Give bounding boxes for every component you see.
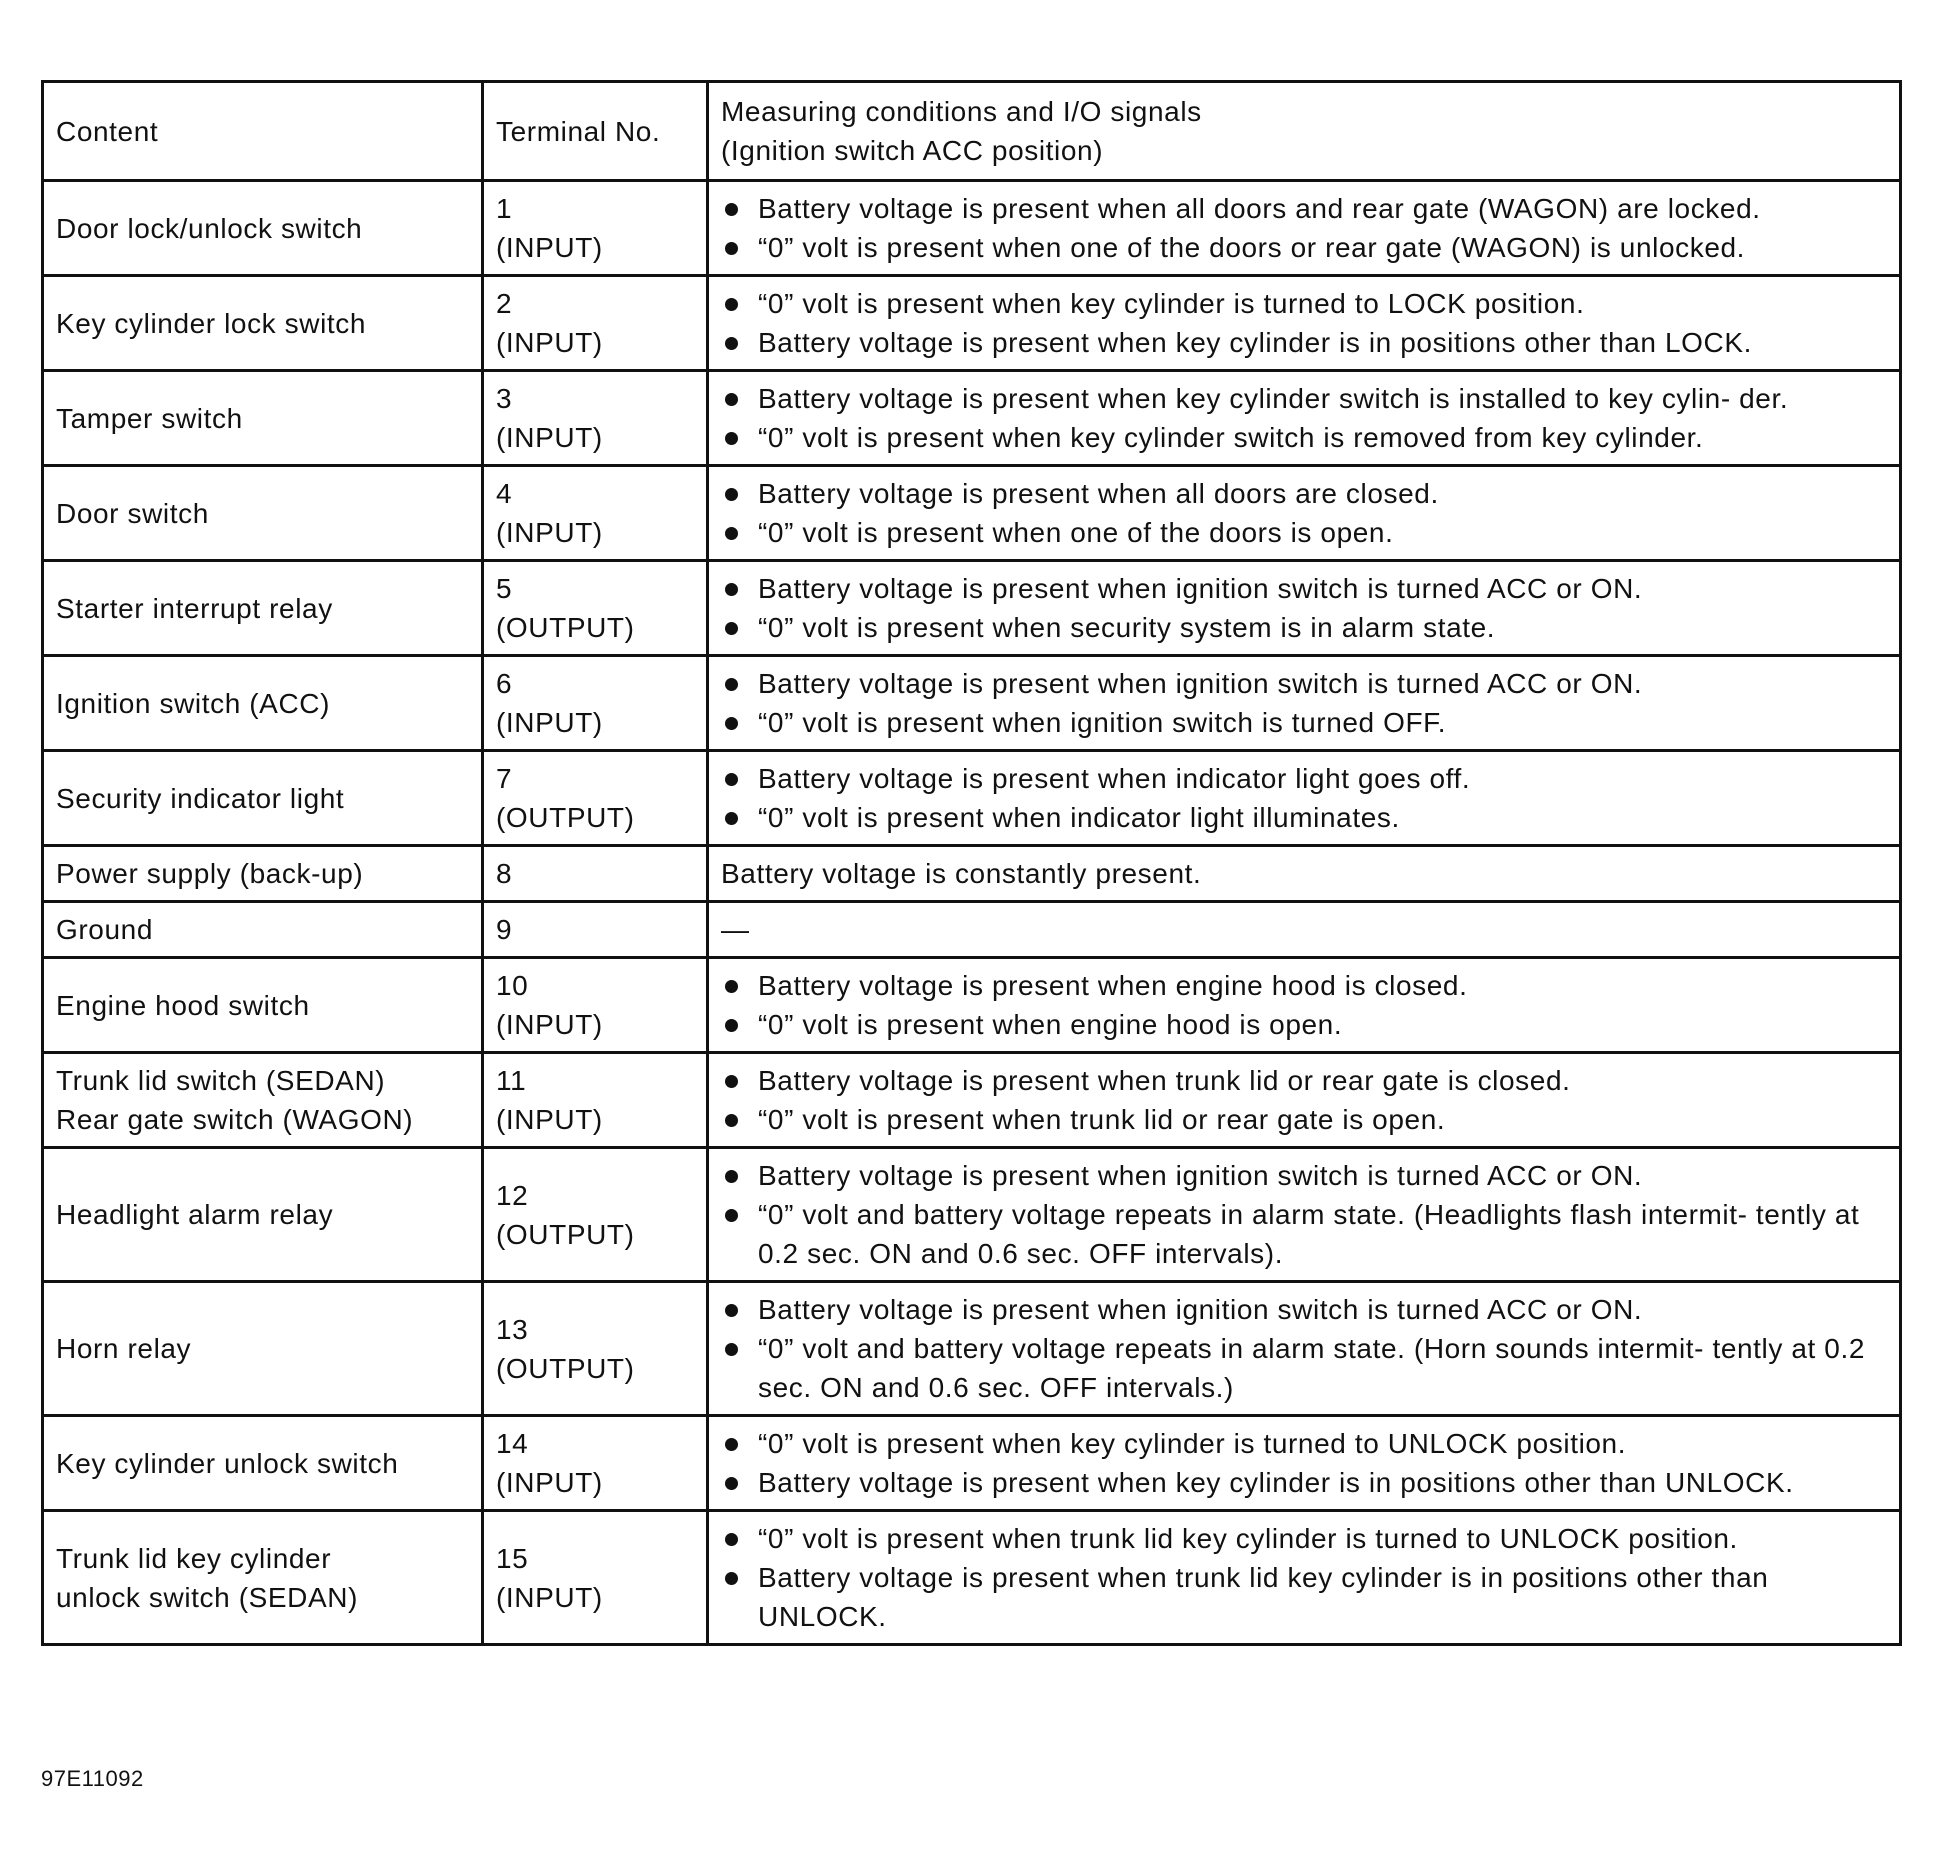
terminal-cell	[483, 466, 708, 561]
condition-item	[721, 1156, 1887, 1195]
content-text: Door switch	[56, 497, 209, 529]
content-text: Rear gate switch (WAGON)	[56, 1104, 414, 1135]
terminal-number: 5	[496, 573, 513, 604]
condition-text: “0” volt is present when one of the doors or rear gate (WAGON) is unlocked.	[758, 232, 1746, 263]
bullet-icon	[725, 980, 738, 993]
terminal-cell	[483, 958, 708, 1053]
bullet-icon	[725, 203, 738, 216]
table-row	[43, 561, 1901, 656]
content-text: Key cylinder lock switch	[56, 307, 367, 339]
content-cell	[43, 181, 483, 276]
bullet-icon	[725, 337, 738, 350]
terminal-cell	[483, 276, 708, 371]
content-text: Trunk lid switch (SEDAN)	[56, 1065, 386, 1096]
condition-item	[721, 1061, 1887, 1100]
bullet-icon	[725, 527, 738, 540]
condition-item	[721, 1195, 1887, 1273]
terminal-cell	[483, 181, 708, 276]
bullet-icon	[725, 773, 738, 786]
conditions-cell	[708, 371, 1901, 466]
terminal-io-type: (INPUT)	[496, 232, 603, 263]
content-cell	[43, 846, 483, 902]
table-row	[43, 181, 1901, 276]
content-cell	[43, 1053, 483, 1148]
condition-item	[721, 189, 1887, 228]
content-cell	[43, 958, 483, 1053]
conditions-cell	[708, 846, 1901, 902]
condition-item	[721, 284, 1887, 323]
header-conditions-line2: (Ignition switch ACC position)	[721, 135, 1104, 166]
bullet-icon	[725, 1114, 738, 1127]
table-row	[43, 656, 1901, 751]
terminal-number: 1	[496, 193, 513, 224]
terminal-io-type: (OUTPUT)	[496, 1218, 635, 1250]
condition-item	[721, 1519, 1887, 1558]
content-text: Power supply (back-up)	[56, 858, 364, 889]
header-content: Content	[43, 82, 483, 181]
table-row	[43, 1282, 1901, 1416]
bullet-icon	[725, 678, 738, 691]
terminal-cell	[483, 561, 708, 656]
condition-item	[721, 1100, 1887, 1139]
table-row	[43, 371, 1901, 466]
conditions-cell	[708, 181, 1901, 276]
header-conditions-line1: Measuring conditions and I/O signals	[721, 96, 1202, 127]
condition-text: Battery voltage is present when indicator light goes off.	[758, 763, 1471, 794]
content-cell	[43, 371, 483, 466]
table-row	[43, 1416, 1901, 1511]
terminal-cell	[483, 1148, 708, 1282]
condition-text: “0” volt is present when security system is in alarm state.	[758, 612, 1496, 643]
terminal-io-type: (INPUT)	[496, 1104, 603, 1135]
condition-text: Battery voltage is present when key cylinder is in positions other than LOCK.	[758, 327, 1753, 358]
content-text: Ground	[56, 914, 153, 945]
condition-text: Battery voltage is present when ignition switch is turned ACC or ON.	[758, 573, 1643, 604]
bullet-icon	[725, 1343, 738, 1356]
content-text: Trunk lid key cylinder	[56, 1542, 332, 1574]
header-terminal: Terminal No.	[483, 82, 708, 181]
condition-item	[721, 1329, 1887, 1407]
content-cell	[43, 656, 483, 751]
condition-text: “0” volt is present when key cylinder is turned to LOCK position.	[758, 288, 1585, 319]
terminal-cell	[483, 1053, 708, 1148]
condition-text: “0” volt is present when key cylinder switch is removed from key cylinder.	[758, 422, 1704, 453]
terminal-number: 6	[496, 668, 513, 699]
terminal-io-type: (INPUT)	[496, 517, 603, 548]
condition-item	[721, 379, 1887, 418]
condition-text: Battery voltage is present when ignition switch is turned ACC or ON.	[758, 1294, 1643, 1325]
table-row	[43, 1148, 1901, 1282]
bullet-icon	[725, 622, 738, 635]
condition-text: Battery voltage is present when trunk lid or rear gate is closed.	[758, 1065, 1571, 1096]
content-cell	[43, 902, 483, 958]
content-text: Door lock/unlock switch	[56, 212, 363, 244]
condition-item	[721, 1463, 1887, 1502]
bullet-icon	[725, 1019, 738, 1032]
conditions-cell	[708, 1282, 1901, 1416]
condition-item	[721, 798, 1887, 837]
condition-text: Battery voltage is present when ignition switch is turned ACC or ON.	[758, 668, 1643, 699]
bullet-icon	[725, 298, 738, 311]
conditions-cell	[708, 1416, 1901, 1511]
terminal-number: 4	[496, 478, 513, 509]
terminal-io-type: (INPUT)	[496, 1581, 603, 1613]
condition-item	[721, 418, 1887, 457]
terminal-number: 11	[496, 1065, 527, 1096]
content-cell	[43, 561, 483, 656]
condition-item	[721, 759, 1887, 798]
condition-text: Battery voltage is present when key cylinder switch is installed to key cylin- der.	[758, 383, 1789, 414]
terminal-number: 2	[496, 288, 513, 319]
bullet-icon	[725, 432, 738, 445]
condition-text: Battery voltage is present when all doors and rear gate (WAGON) are locked.	[758, 193, 1761, 224]
empty-dash: —	[721, 914, 750, 945]
conditions-cell	[708, 276, 1901, 371]
conditions-cell	[708, 1148, 1901, 1282]
bullet-icon	[725, 1572, 738, 1585]
header-conditions	[708, 82, 1901, 181]
conditions-cell	[708, 751, 1901, 846]
condition-text: “0” volt and battery voltage repeats in alarm state. (Headlights flash intermit- tently at 0.2 sec. ON and 0.6 sec. OFF intervals).	[758, 1199, 1860, 1269]
condition-item	[721, 228, 1887, 267]
content-cell	[43, 1511, 483, 1645]
condition-text: “0” volt and battery voltage repeats in alarm state. (Horn sounds intermit- tently at 0.2 sec. ON and 0.6 sec. OFF intervals.)	[758, 1333, 1866, 1403]
condition-item	[721, 1290, 1887, 1329]
conditions-cell	[708, 656, 1901, 751]
condition-text: Battery voltage is present when all doors are closed.	[758, 478, 1439, 509]
terminal-number: 8	[496, 858, 513, 889]
conditions-cell	[708, 1511, 1901, 1645]
table-row	[43, 276, 1901, 371]
table-row	[43, 846, 1901, 902]
condition-item	[721, 1424, 1887, 1463]
terminal-io-type: (INPUT)	[496, 707, 603, 738]
condition-text: “0” volt is present when ignition switch is turned OFF.	[758, 707, 1447, 738]
condition-item	[721, 569, 1887, 608]
terminal-number: 15	[496, 1542, 529, 1574]
bullet-icon	[725, 1304, 738, 1317]
bullet-icon	[725, 242, 738, 255]
condition-item	[721, 703, 1887, 742]
terminal-io-type: (INPUT)	[496, 327, 603, 358]
condition-item	[721, 1005, 1887, 1044]
condition-item	[721, 474, 1887, 513]
content-text: Key cylinder unlock switch	[56, 1447, 399, 1479]
content-text: unlock switch (SEDAN)	[56, 1581, 359, 1613]
conditions-cell	[708, 466, 1901, 561]
table-row	[43, 466, 1901, 561]
condition-text: “0” volt is present when one of the doors is open.	[758, 517, 1394, 548]
terminal-io-type: (OUTPUT)	[496, 802, 635, 833]
content-text: Tamper switch	[56, 402, 243, 434]
figure-id: 97E11092	[41, 1766, 144, 1791]
condition-item	[721, 1558, 1887, 1636]
content-text: Horn relay	[56, 1333, 192, 1364]
bullet-icon	[725, 1209, 738, 1222]
bullet-icon	[725, 488, 738, 501]
bullet-icon	[725, 1438, 738, 1451]
terminal-spec-table	[41, 80, 1902, 1646]
condition-text: “0” volt is present when key cylinder is turned to UNLOCK position.	[758, 1428, 1627, 1459]
condition-text: Battery voltage is present when engine hood is closed.	[758, 970, 1468, 1001]
condition-text: Battery voltage is present when trunk lid key cylinder is in positions other than UNLOCK.	[758, 1562, 1769, 1632]
table-row	[43, 958, 1901, 1053]
content-cell	[43, 751, 483, 846]
terminal-number: 9	[496, 914, 513, 945]
terminal-io-type: (INPUT)	[496, 1467, 603, 1498]
bullet-icon	[725, 812, 738, 825]
bullet-icon	[725, 1170, 738, 1183]
terminal-io-type: (INPUT)	[496, 1009, 603, 1040]
condition-item	[721, 664, 1887, 703]
bullet-icon	[725, 1477, 738, 1490]
table-row	[43, 751, 1901, 846]
content-cell	[43, 1282, 483, 1416]
terminal-number: 14	[496, 1428, 529, 1459]
terminal-number: 12	[496, 1179, 529, 1211]
terminal-number: 3	[496, 383, 513, 414]
conditions-cell	[708, 958, 1901, 1053]
table-row	[43, 902, 1901, 958]
content-text: Security indicator light	[56, 782, 345, 814]
bullet-icon	[725, 717, 738, 730]
terminal-number: 7	[496, 763, 513, 794]
terminal-cell	[483, 846, 708, 902]
content-text: Engine hood switch	[56, 989, 310, 1021]
conditions-cell	[708, 561, 1901, 656]
terminal-cell	[483, 1511, 708, 1645]
condition-text: Battery voltage is constantly present.	[721, 858, 1202, 889]
conditions-cell	[708, 902, 1901, 958]
condition-text: Battery voltage is present when ignition switch is turned ACC or ON.	[758, 1160, 1643, 1191]
terminal-number: 13	[496, 1313, 529, 1345]
content-cell	[43, 1416, 483, 1511]
condition-text: “0” volt is present when indicator light illuminates.	[758, 802, 1400, 833]
condition-text: “0” volt is present when engine hood is open.	[758, 1009, 1343, 1040]
bullet-icon	[725, 1075, 738, 1088]
terminal-io-type: (OUTPUT)	[496, 1352, 635, 1384]
content-text: Headlight alarm relay	[56, 1199, 334, 1230]
terminal-cell	[483, 902, 708, 958]
condition-item	[721, 513, 1887, 552]
terminal-io-type: (INPUT)	[496, 422, 603, 453]
bullet-icon	[725, 583, 738, 596]
condition-text: Battery voltage is present when key cylinder is in positions other than UNLOCK.	[758, 1467, 1794, 1498]
terminal-cell	[483, 656, 708, 751]
condition-item	[721, 608, 1887, 647]
content-cell	[43, 1148, 483, 1282]
terminal-io-type: (OUTPUT)	[496, 612, 635, 643]
bullet-icon	[725, 393, 738, 406]
conditions-cell	[708, 1053, 1901, 1148]
condition-item	[721, 323, 1887, 362]
content-cell	[43, 276, 483, 371]
terminal-cell	[483, 1282, 708, 1416]
terminal-cell	[483, 371, 708, 466]
terminal-cell	[483, 1416, 708, 1511]
content-text: Ignition switch (ACC)	[56, 687, 331, 719]
table-body	[43, 181, 1901, 1645]
content-cell	[43, 466, 483, 561]
content-text: Starter interrupt relay	[56, 592, 333, 624]
terminal-number: 10	[496, 970, 529, 1001]
condition-item	[721, 966, 1887, 1005]
table-row	[43, 1511, 1901, 1645]
terminal-cell	[483, 751, 708, 846]
header-row	[43, 82, 1901, 181]
table-row	[43, 1053, 1901, 1148]
bullet-icon	[725, 1533, 738, 1546]
condition-text: “0” volt is present when trunk lid or rear gate is open.	[758, 1104, 1446, 1135]
condition-text: “0” volt is present when trunk lid key cylinder is turned to UNLOCK position.	[758, 1523, 1738, 1554]
